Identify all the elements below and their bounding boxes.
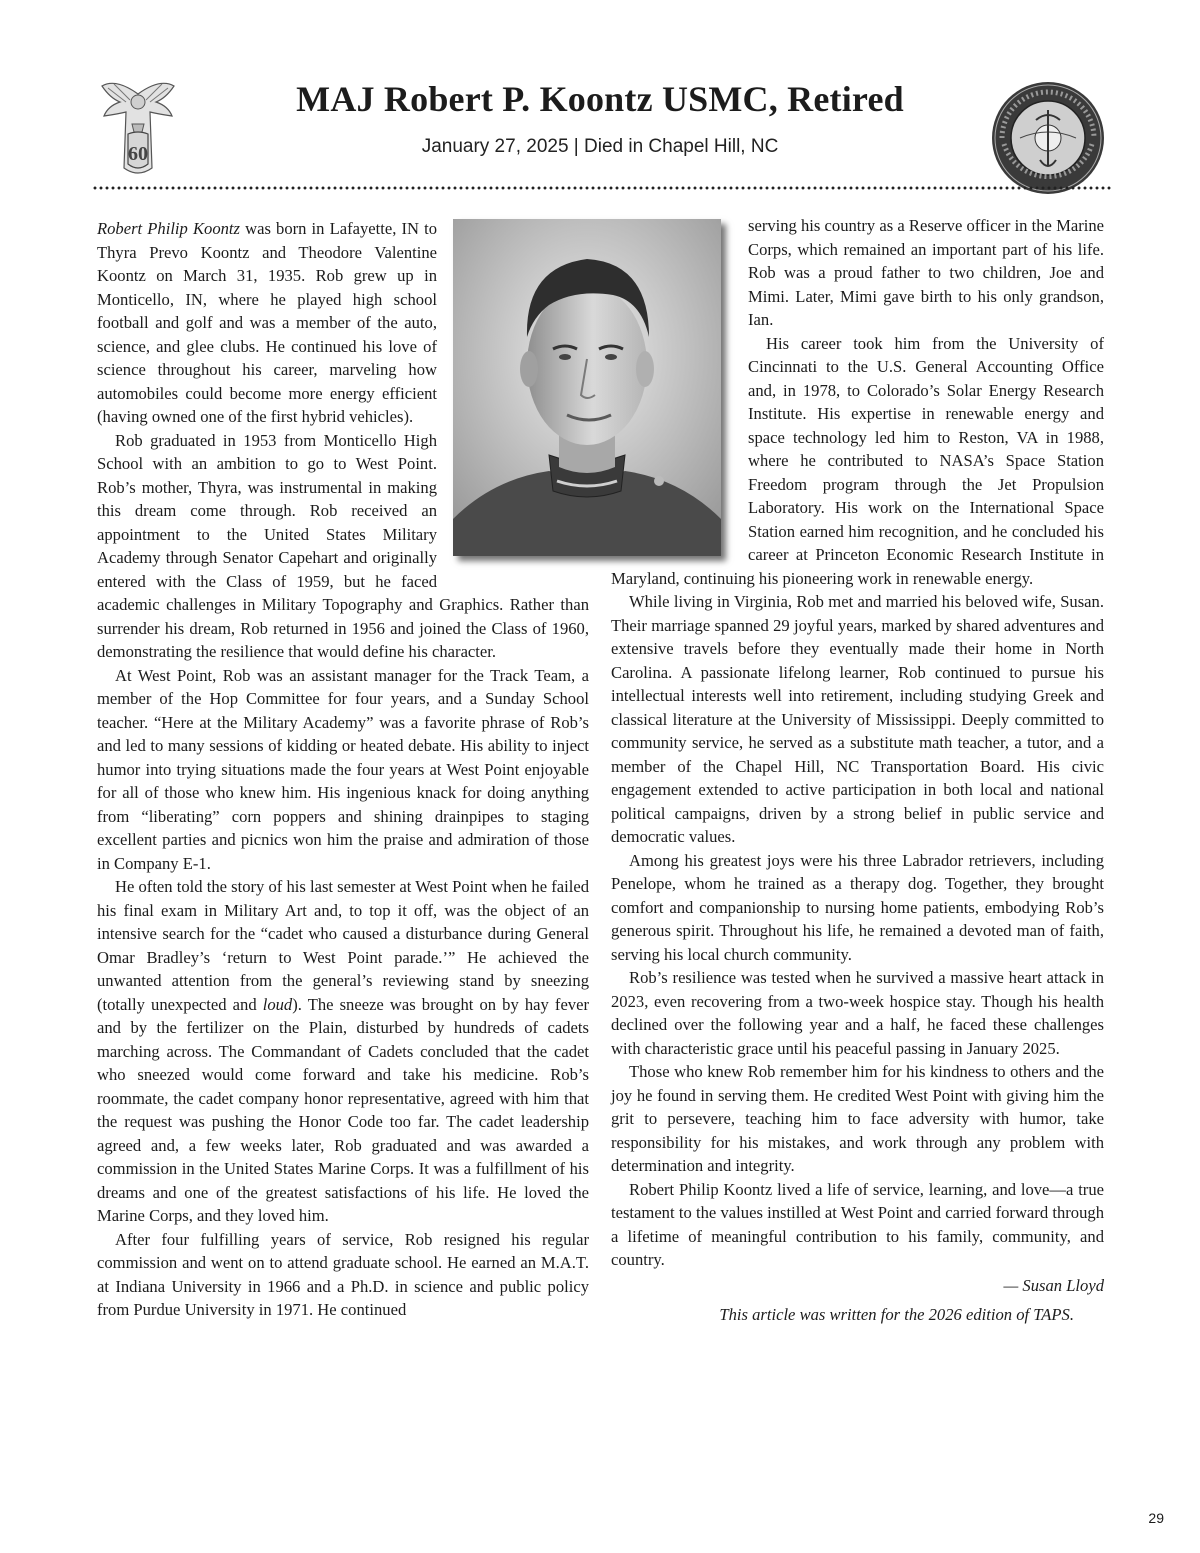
article-paragraph: He often told the story of his last semester at West Point when he failed his final exam in Military Art and, to top it off, was the object of an intensive search for the “cadet who caused a disturbance during General Omar Bradley’s ‘return to West Point parade.’” He achieved the unwanted attention from the general’s reviewing stand by sneezing (totally unexpected and loud). The sneeze was brought on by hay fever and by the fertilizer on the Plain, disturbed by hundreds of cadets marching across. The Commandant of Cadets concluded that the cadet who sneezed would come forward and take his medicine. Rob’s roommate, the cadet company honor representative, agreed with him that the request was pushing the Honor Code too far. The cadet leadership agreed and, a few weeks later, Rob graduated and was awarded a commission in the United States Marine Corps. It was a fulfillment of his dreams and one of the greatest satisfactions of his life. He loved the Marine Corps, and they loved him. — [97, 877, 589, 1225]
page-number: 29 — [1148, 1510, 1164, 1526]
article-paragraph: Robert Philip Koontz was born in Lafayette, IN to Thyra Prevo Koontz and Theodore Valentine Koontz on March 31, 1935. Rob grew up in Monticello, IN, where he played high school football and golf and was a member of the auto, science, and glee clubs. He continued his love of science throughout his career, marveling how automobiles could become more energy efficient (having owned one of the first hybrid vehicles). — [97, 219, 437, 426]
date-and-place: January 27, 2025 | Died in Chapel Hill, NC — [421, 136, 779, 157]
photo-wrap-space — [437, 217, 589, 572]
publication-credit: This article was written for the 2026 edition of TAPS. — [719, 1305, 1074, 1324]
article-paragraph: Robert Philip Koontz lived a life of service, learning, and love—a true testament to the values instilled at West Point and carried forward through a lifetime of meaningful contribution to his family, community, and country. — [611, 1179, 1104, 1269]
article-paragraph: Among his greatest joys were his three Labrador retrievers, including Penelope, whom he trained as a therapy dog. Together, they brought comfort and companionship to nursing home patients, embodying Rob’s generous spirit. Throughout his life, he remained a devoted man of faith, serving his local church community. — [611, 850, 1104, 964]
article-column-right — [611, 214, 1104, 1327]
subject-name: Robert Philip Koontz — [97, 219, 240, 238]
article-paragraph: His career took him from the University of Cincinnati to the U.S. General Accounting Office and, in 1978, to Colorado’s Solar Energy Research Institute. His expertise in renewable energy and space technology led him to Reston, VA in 1988, where he contributed to NASA’s Space Station Freedom program through the Jet Propulsion Laboratory. His work on the International Space Station earned him recognition, and he concluded his career at Princeton Economic Research Institute in Maryland, continuing his pioneering work in renewable energy. — [611, 333, 1104, 588]
photo-wrap-space — [611, 214, 748, 566]
article-paragraph: Those who knew Rob remember him for his kindness to others and the joy he found in serving them. He credited West Point with giving him the grit to persevere, teaching him to face adversity with humor, take responsibility for his mistakes, and work through any problem with determination and integrity. — [611, 1062, 1104, 1175]
svg-text:60: 60 — [128, 143, 148, 165]
article-paragraph: At West Point, Rob was an assistant manager for the Track Team, a member of the Hop Committee for four years, and a Sunday School teacher. “Here at the Military Academy” was a favorite phrase of Rob’s and led to many sessions of kidding or heated debate. His ability to inject humor into trying situations made the four years at West Point enjoyable for all of those who knew him. His ingenious knack for doing anything from “liberating” corn poppers and shining drainpipes to staging excellent parties and picnics won him the praise and admiration of those in Company E-1. — [97, 665, 589, 873]
author-signature: — Susan Lloyd — [1003, 1275, 1104, 1295]
article-paragraph: After four fulfilling years of service, Rob resigned his regular commission and went on to attend graduate school. He earned an M.A.T. at Indiana University in 1966 and a Ph.D. in science and public policy from Purdue University in 1971. He continued — [97, 1229, 589, 1319]
article-paragraph: serving his country as a Reserve officer in the Marine Corps, which remained an important part of his life. Rob was a proud father to two children, Joe and Mimi. Later, Mimi gave birth to his only grandson, Ian. — [748, 216, 1104, 329]
article-column-left — [97, 217, 589, 1322]
article-paragraph: While living in Virginia, Rob met and married his beloved wife, Susan. Their marriage spanned 29 joyful years, marked by shared adventures and extensive travels before they eventually made their home in North Carolina. A passionate lifelong learner, Rob continued to pursue his intellectual interests well into retirement, including studying Greek and classical literature at the University of Mississippi. Deeply committed to community service, he served as a substitute math teacher, a tutor, and a member of the Chapel Hill, NC Transportation Board. His civic engagement extended to active participation in both local and national political campaigns, driven by a strong belief in public service and democratic values. — [611, 592, 1104, 846]
article-paragraph: Rob graduated in 1953 from Monticello High School with an ambition to go to West Point. Rob’s mother, Thyra, was instrumental in making this dream come through. Rob received an appointment to the United States Military Academy through Senator Capehart and originally entered with the Class of 1959, but he faced academic challenges in Military Topography and Graphics. Rather than surrender his dream, Rob returned in 1956 and joined the Class of 1960, demonstrating the resilience that would define his character. — [97, 430, 589, 661]
article-paragraph: Rob’s resilience was tested when he survived a massive heart attack in 2023, even recovering from a two-week hospice stay. Though his health declined over the following year and a half, he faced these challenges with characteristic grace until his peaceful passing in January 2025. — [611, 968, 1104, 1058]
page-title: MAJ Robert P. Koontz USMC, Retired — [296, 79, 904, 119]
dotted-divider — [92, 186, 1112, 190]
